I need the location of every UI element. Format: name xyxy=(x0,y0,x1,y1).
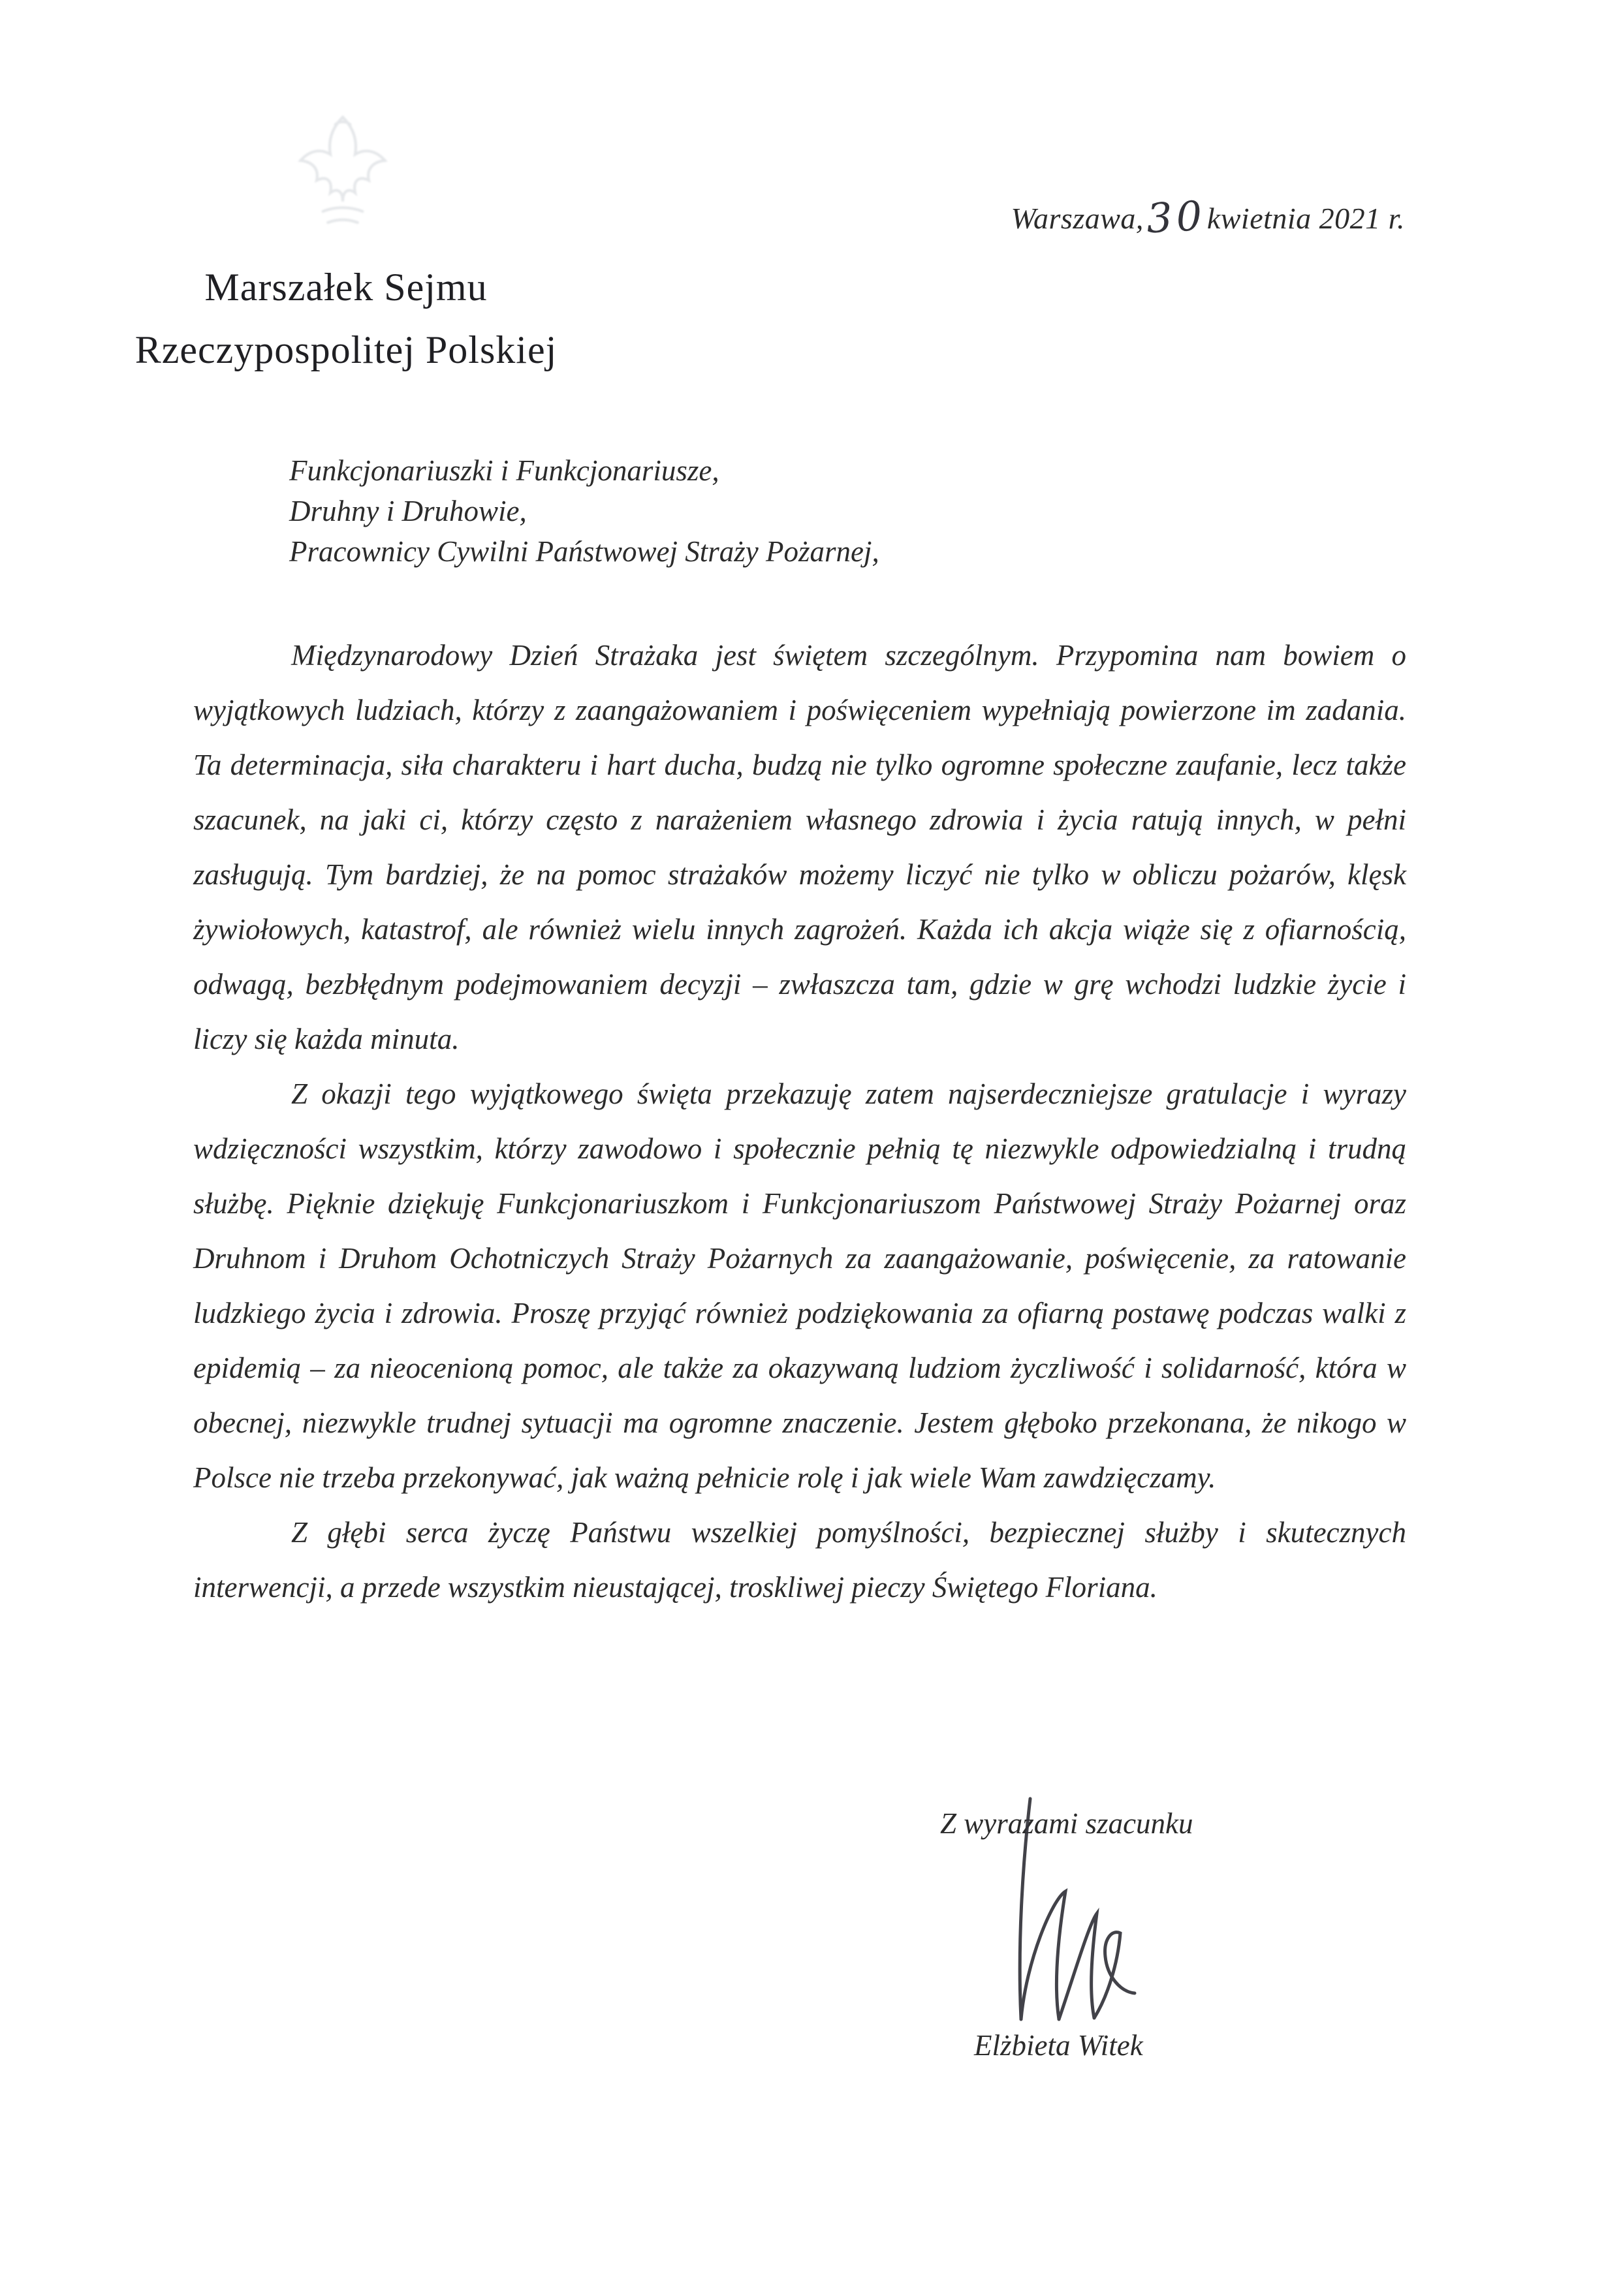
salutation-block xyxy=(289,450,879,572)
signature-handwriting xyxy=(992,1790,1156,2044)
eagle-emblem-watermark xyxy=(281,104,405,241)
signature-name: Elżbieta Witek xyxy=(974,2029,1143,2062)
letter-paragraph: Z głębi serca życzę Państwu wszelkiej pomyślności, bezpiecznej służby i skutecznych interwencji, a przede wszystkim nieustającej, troskliwej pieczy Świętego Floriana. xyxy=(193,1516,1406,1604)
sender-subtitle: Rzeczypospolitej Polskiej xyxy=(134,328,558,371)
letter-paragraph: Międzynarodowy Dzień Strażaka jest świętem szczególnym. Przypomina nam bowiem o wyjątkowych ludziach, którzy z zaangażowaniem i poświęceniem wypełniają powierzone im zadania. Ta determinacja, siła charakteru i hart ducha, budzą nie tylko ogromne społeczne zaufanie, lecz także szacunek, na jaki ci, którzy często z narażeniem własnego zdrowia i życia ratują innych, w pełni zasługują. Tym bardziej, że na pomoc strażaków możemy liczyć nie tylko w obliczu pożarów, klęsk żywiołowych, katastrof, ale również wielu innych zagrożeń. Każda ich akcja wiąże się z ofiarnością, odwagą, bezbłędnym podejmowaniem decyzji – zwłaszcza tam, gdzie w grę wchodzi ludzkie życie i liczy się każda minuta. xyxy=(193,639,1406,1055)
closing-phrase: Z wyrazami szacunku xyxy=(940,1807,1193,1840)
salutation-line: Funkcjonariuszki i Funkcjonariusze, xyxy=(289,454,719,487)
letter-paragraph: Z okazji tego wyjątkowego święta przekazuję zatem najserdeczniejsze gratulacje i wyrazy wdzięczności wszystkim, którzy zawodowo i społecznie pełnią tę niezwykle odpowiedzialną i trudną służbę. Pięknie dziękuję Funkcjonariuszkom i Funkcjonariuszom Państwowej Straży Pożarnej oraz Druhnom i Druhom Ochotniczych Straży Pożarnych za zaangażowanie, poświęcenie, za ratowanie ludzkiego życia i zdrowia. Proszę przyjąć również podziękowania za ofiarną postawę podczas walki z epidemią – za nieocenioną pomoc, ale także za okazywaną ludziom życzliwość i solidarność, która w obecnej, niezwykle trudnej sytuacji ma ogromne znaczenie. Jestem głęboko przekonana, że nikogo w Polsce nie trzeba przekonywać, jak ważną pełnicie rolę i jak wiele Wam zawdzięczamy. xyxy=(193,1078,1406,1494)
salutation-line: Pracownicy Cywilni Państwowej Straży Pożarnej, xyxy=(289,535,879,568)
date-day-handwritten: 30 xyxy=(1145,191,1207,243)
date-city: Warszawa, xyxy=(1011,202,1144,235)
letter-body xyxy=(193,628,1406,1615)
sender-title: Marszałek Sejmu xyxy=(204,266,488,309)
date-line xyxy=(1011,191,1405,243)
salutation-line: Druhny i Druhowie, xyxy=(289,495,527,527)
sender-heading xyxy=(131,256,561,381)
date-rest: kwietnia 2021 r. xyxy=(1206,202,1405,235)
